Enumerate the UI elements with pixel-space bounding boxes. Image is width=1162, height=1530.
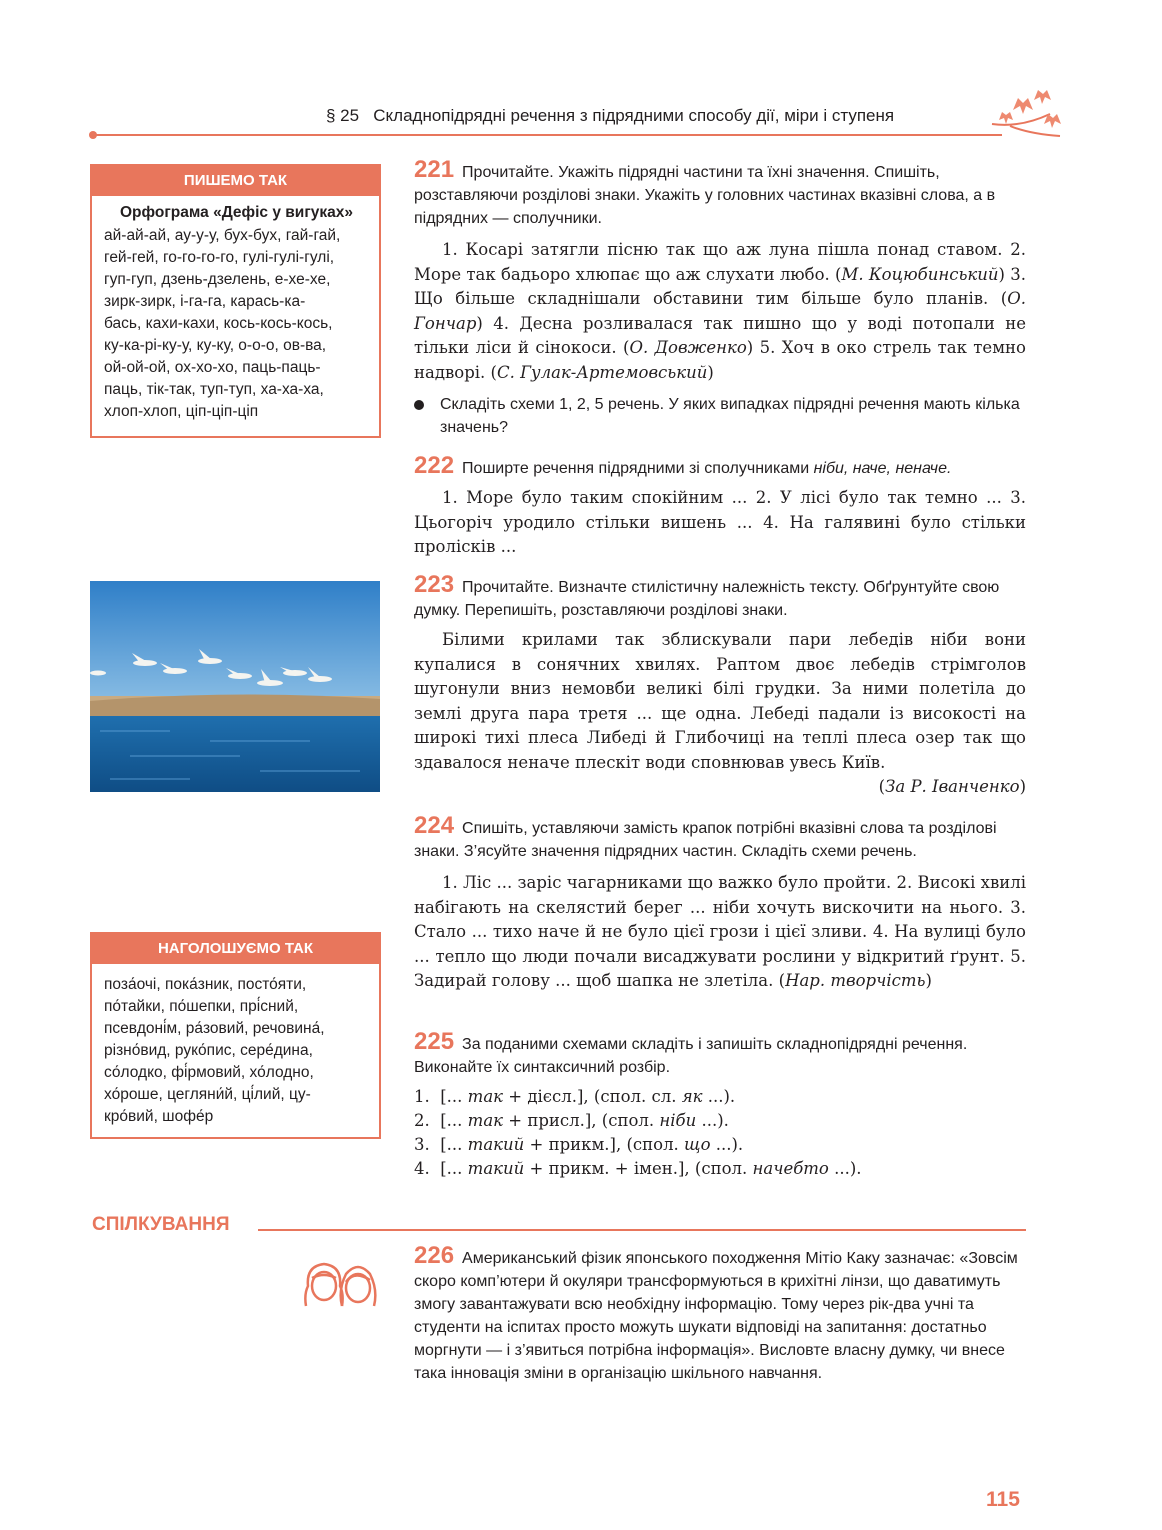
rule-line: ку-ка-рі-ку-у, ку-ку, о-о-о, ов-ва, — [104, 337, 327, 354]
exercise-text: 226 Американський фізик японського походження Мітіо Каку зазначає: «Зовсім скоро комп’ютери й окуляри трансформуються в крихітні лінзи, що даватимуть змогу завантажувати всю необхідну інформацію. Тому через рік-два учні та студенти на іспитах просто можуть шукати відповіді на запитання: достатньо моргнути — і з’явиться потрібна інформація». Висловте власну думку, чи внесе така інновація зміни в організацію шкільного навчання. — [414, 1242, 1018, 1382]
rule-box-stress-title: НАГОЛОШУЄМО ТАК — [92, 934, 379, 964]
exercise-instruction: 223 Прочитайте. Визначте стилістичну належність тексту. Обґрунтуйте свою думку. Перепишіть, розставляючи розділові знаки. — [414, 571, 1000, 619]
exercise-instruction: 222 Поширте речення підрядними зі сполучниками ніби, наче, неначе. — [414, 452, 952, 479]
rule-line: гуп-гуп, дзень-дзелень, е-хе-хе, — [104, 271, 331, 288]
rule-line: гей-гей, го-го-го-го, гулі-гулі-гулі, — [104, 249, 335, 266]
scheme-item: 3. [... такий + прикм.], (спол. що ...). — [414, 1135, 744, 1154]
exercise-source: (За Р. Іванченко) — [878, 777, 1026, 796]
section-number: § 25 — [326, 106, 360, 125]
rule-line: ой-ой-ой, ох-хо-хо, паць-паць- — [104, 359, 321, 376]
stress-line: по́тайки, по́шепки, прі́сний, — [104, 998, 299, 1015]
rule-line: паць, тік-так, туп-туп, ха-ха-ха, — [104, 381, 324, 398]
exercise-223 — [414, 573, 1026, 800]
stress-line: псевдоні́м, ра́зовий, речовина́, — [104, 1020, 325, 1037]
scheme-item: 1. [... так + дієсл.], (спол. сл. як ...). — [414, 1087, 736, 1106]
rule-line: бась, кахи-кахи, кось-кось-кось, — [104, 315, 333, 332]
exercise-text: 1. Косарі затягли пісню так що аж луна пішла понад ставом. 2. Море так бадьоро хлюпає що аж слухати любо. (М. Коцюбинський) 3. Що більше складнішали обставини тим більше було планів. (О. Гончар) 4. Десна розливалася так пишно що у воді потопали не тільки ліси й сінокоси. (О. Довженко) 5. Хоч в око стрель так темно надворі. (С. Гулак-Артемовський) — [414, 240, 1026, 382]
rule-box-writing — [90, 164, 381, 438]
rule-line: зирк-зирк, і-га-га, карась-ка- — [104, 293, 306, 310]
exercise-text: Білими крилами так зблискували пари лебедів ніби вони купалися в сонячних хвилях. Раптом двоє лебедів стрімголов шугонули вниз немовби великі білі грудки. За ними полетіла до землі друга пара третя ... ще одна. Лебеді падали із високості на широкі тихі плеса Либеді й Глибочиці на теплі плеса озер так що здавалося неначе плескіт води сповнював увесь Київ. — [414, 630, 1026, 772]
exercise-text: 1. Ліс ... заріс чагарниками що важко було пройти. 2. Високі хвилі набігають на скелястий берег ... ніби хочуть вискочити на нього. 3. Стало ... тихо наче й не було цієї грози і цієї зливи. 4. На вулиці було ... тепло що люди почали висаджувати рослини у відкритий ґрунт. 5. Задирай голову ... щоб шапка не злетіла. (Нар. творчість) — [414, 873, 1026, 990]
stress-line: різно́вид, руко́пис, сере́дина, — [104, 1042, 313, 1059]
exercise-222 — [414, 454, 1026, 560]
rule-box-writing-body — [92, 196, 379, 429]
exercise-instruction: 221 Прочитайте. Укажіть підрядні частини та їхні значення. Спишіть, розставляючи розділові знаки. Укажіть у головних частинах вказівні слова, а в підрядних — сполучники. — [414, 156, 996, 227]
header-rule-dot — [89, 131, 97, 139]
swans-photo — [90, 581, 380, 792]
exercise-text: 1. Море було таким спокійним ... 2. У лісі було так темно ... 3. Цьогоріч уродило стільки вишень ... 4. На галявині було стільки пролісків ... — [414, 488, 1026, 556]
header-rule — [92, 134, 1002, 136]
scheme-item: 4. [... такий + прикм. + імен.], (спол. начебто ...). — [414, 1159, 862, 1178]
rule-line: ай-ай-ай, ау-у-у, бух-бух, гай-гай, — [104, 227, 341, 244]
two-people-icon — [298, 1254, 384, 1310]
exercise-number: 225 — [414, 1028, 455, 1055]
exercise-number: 223 — [414, 571, 455, 598]
running-header — [326, 106, 894, 126]
bullet-icon — [414, 400, 424, 410]
rule-box-writing-subtitle: Орфограма «Дефіс у вигуках» — [119, 204, 354, 221]
rule-box-stress — [90, 932, 381, 1139]
stress-line: поза́очі, пока́зник, посто́яти, — [104, 976, 307, 993]
rule-box-stress-body — [92, 964, 379, 1134]
page-number: 115 — [986, 1488, 1020, 1511]
rule-line: хлоп-хлоп, ціп-ціп-ціп — [104, 403, 259, 420]
exercise-instruction: 225 За поданими схемами складіть і запишіть складнопідрядні речення. Виконайте їх синтаксичний розбір. — [414, 1028, 968, 1076]
exercise-instruction: 224 Спишіть, уставляючи замість крапок потрібні вказівні слова та розділові знаки. З’ясуйте значення підрядних частин. Складіть схеми речень. — [414, 812, 997, 860]
scheme-item: 2. [... так + присл.], (спол. ніби ...). — [414, 1111, 729, 1130]
section-heading: СПІЛКУВАННЯ — [92, 1214, 230, 1235]
exercise-bullet: Складіть схеми 1, 2, 5 речень. У яких випадках підрядні речення мають кілька значень? — [414, 393, 1026, 439]
section-title: Складнопідрядні речення з підрядними способу дії, міри і ступеня — [373, 106, 895, 125]
section-rule — [258, 1229, 1026, 1231]
exercise-225 — [414, 1030, 1026, 1181]
exercise-221 — [414, 158, 1026, 439]
stress-line: со́лодко, фі́рмовий, хо́лодно, — [104, 1064, 314, 1081]
flower-decoration-icon — [990, 84, 1070, 142]
rule-box-writing-title: ПИШЕМО ТАК — [92, 166, 379, 196]
stress-line: хо́роше, цегляни́й, ці́лий, цу- — [104, 1086, 311, 1103]
exercise-number: 221 — [414, 156, 455, 183]
exercise-226 — [414, 1244, 1026, 1385]
stress-line: кро́вий, шофе́р — [104, 1108, 214, 1125]
scheme-list — [414, 1085, 1026, 1181]
exercise-number: 222 — [414, 452, 455, 479]
exercise-number: 224 — [414, 812, 455, 839]
exercise-224 — [414, 814, 1026, 994]
exercise-number: 226 — [414, 1242, 455, 1269]
